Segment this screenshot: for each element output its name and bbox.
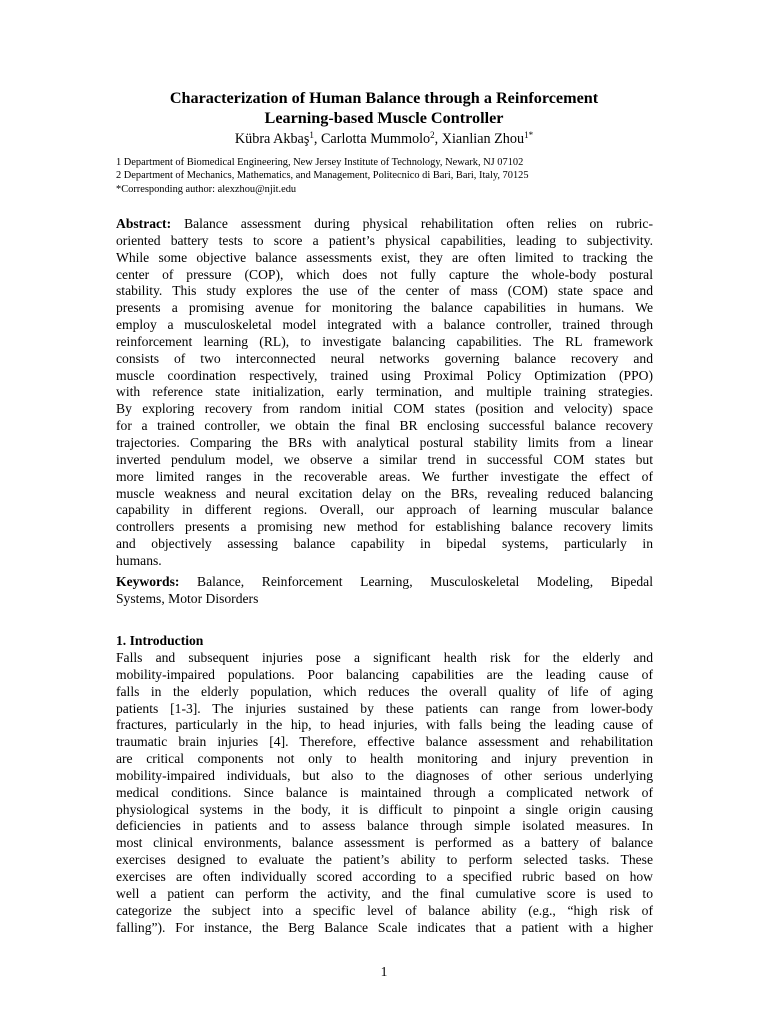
body-line: falls in the elderly population, which reduces the overall quality of life of aging <box>116 683 653 699</box>
affiliation-line: 1 Department of Biomedical Engineering, New Jersey Institute of Technology, Newark, NJ 07102 <box>116 157 524 168</box>
author-affiliation-mark: 1 <box>309 130 314 140</box>
abstract-label: Abstract: <box>116 216 172 231</box>
abstract-line: muscle coordination respectively, trained using Proximal Policy Optimization (PPO) <box>116 367 653 383</box>
keywords <box>116 574 653 608</box>
abstract-text: Balance assessment during physical rehabilitation often relies on rubric- <box>184 216 653 231</box>
body-line: mobility-impaired populations. Poor balancing capabilities are the leading cause of <box>116 666 653 682</box>
author-name: Kübra Akbaş <box>234 131 310 147</box>
title-line: Characterization of Human Balance through a Reinforcement <box>169 89 599 107</box>
abstract-line: consists of two interconnected neural networks governing balance recovery and <box>116 350 653 366</box>
author-affiliation-mark: 2 <box>430 130 435 140</box>
abstract-line: inverted pendulum model, we observe a similar trend in successful COM states but <box>116 451 653 467</box>
abstract-line: capability in different regions. Overall, our approach of learning muscular balance <box>116 502 653 518</box>
body-line: falling”). For instance, the Berg Balance Scale indicates that a patient with a higher <box>116 919 653 935</box>
affiliation-line: 2 Department of Mechanics, Mathematics, and Management, Politecnico di Bari, Bari, Italy, 70125 <box>116 170 529 182</box>
affiliations <box>116 156 656 196</box>
keywords-line: Systems, Motor Disorders <box>116 590 259 606</box>
section-heading: 1. Introduction <box>116 633 204 648</box>
keywords-label: Keywords: <box>116 574 180 589</box>
corresponding-author: *Corresponding author: alexzhou@njit.edu <box>116 183 297 195</box>
abstract-line: center of pressure (COP), which does not fully capture the whole-body postural <box>116 266 653 282</box>
body-line: are critical components not only to health monitoring and injury prevention in <box>116 751 653 767</box>
title-line: Learning-based Muscle Controller <box>264 109 504 127</box>
abstract-line: While some objective balance assessments exist, they are often limited to tracking the <box>116 249 653 265</box>
author-name: Xianlian Zhou <box>441 131 525 147</box>
abstract-line: By exploring recovery from random initial COM states (position and velocity) space <box>116 401 653 417</box>
abstract <box>116 216 653 570</box>
body-line: well a patient can perform the activity, and the final cumulative score is used to <box>116 885 653 901</box>
abstract-line: trajectories. Comparing the BRs with analytical postural stability limits from a linear <box>116 434 653 450</box>
body-line: exercises designed to evaluate the patient’s ability to perform selected tasks. These <box>116 852 653 868</box>
author-list: Kübra Akbaş$^1$, Carlotta Mummolo$^2$, Xianlian Zhou$^{1*}$ <box>234 130 534 147</box>
abstract-line: and objectively assessing balance capability in bipedal systems, particularly in <box>116 536 653 552</box>
body-line: categorize the subject into a specific level of balance ability (e.g., “high risk of <box>116 902 653 918</box>
body-line: fractures, particularly in the hip, to head injuries, with falls being the leading cause of <box>116 717 653 733</box>
introduction-body <box>116 650 653 936</box>
body-line: deficiencies in patients and to assess balance through simple isolated measures. In <box>116 818 653 834</box>
paper-title <box>100 88 668 128</box>
author-affiliation-mark: 1* <box>524 130 534 140</box>
abstract-line: muscle weakness and neural excitation delay on the BRs, revealing reduced balancing <box>116 485 653 501</box>
keywords-line <box>116 574 653 591</box>
body-line: exercises are often individually scored according to a specified rubric based on how <box>116 868 653 884</box>
abstract-line: humans. <box>116 552 162 568</box>
abstract-line: more limited ranges in the recoverable areas. We further investigate the effect of <box>116 468 653 484</box>
abstract-line: for a trained controller, we obtain the final BR enclosing successful balance recovery <box>116 418 653 434</box>
body-line: mobility-impaired individuals, but also to the diagnoses of other serious underlying <box>116 767 653 783</box>
abstract-line: oriented battery tests to score a patient’s physical capabilities, leading to subjectivity. <box>116 232 653 248</box>
abstract-line <box>116 216 653 233</box>
body-line: patients [1-3]. The injuries sustained by these patients can range from lower-body <box>116 700 653 716</box>
abstract-line: employ a musculoskeletal model integrated with a balance controller, trained through <box>116 317 653 333</box>
body-line: traumatic brain injuries [4]. Therefore, effective balance assessment and rehabilitation <box>116 734 653 750</box>
author-name: Carlotta Mummolo <box>320 131 431 147</box>
abstract-line: with reference state initialization, early termination, and multiple training strategies. <box>116 384 653 400</box>
body-line: medical conditions. Since balance is maintained through a complicated network of <box>116 784 653 800</box>
abstract-line: reinforcement learning (RL), to investigate balancing capabilities. The RL framework <box>116 333 653 349</box>
page-number: 1 <box>380 964 388 979</box>
abstract-line: controllers presents a promising new method for establishing balance recovery limits <box>116 519 653 535</box>
keywords-text: Balance, Reinforcement Learning, Musculoskeletal Modeling, Bipedal <box>197 574 653 589</box>
abstract-line: stability. This study explores the use of the center of mass (COM) state space and <box>116 283 653 299</box>
body-line: Falls and subsequent injuries pose a significant health risk for the elderly and <box>116 650 653 665</box>
abstract-line: presents a promising avenue for monitoring the balance capabilities in humans. We <box>116 300 653 316</box>
body-line: physiological systems in the body, it is difficult to pinpoint a single origin causing <box>116 801 653 817</box>
body-line: most clinical environments, balance assessment is performed as a battery of balance <box>116 835 653 851</box>
